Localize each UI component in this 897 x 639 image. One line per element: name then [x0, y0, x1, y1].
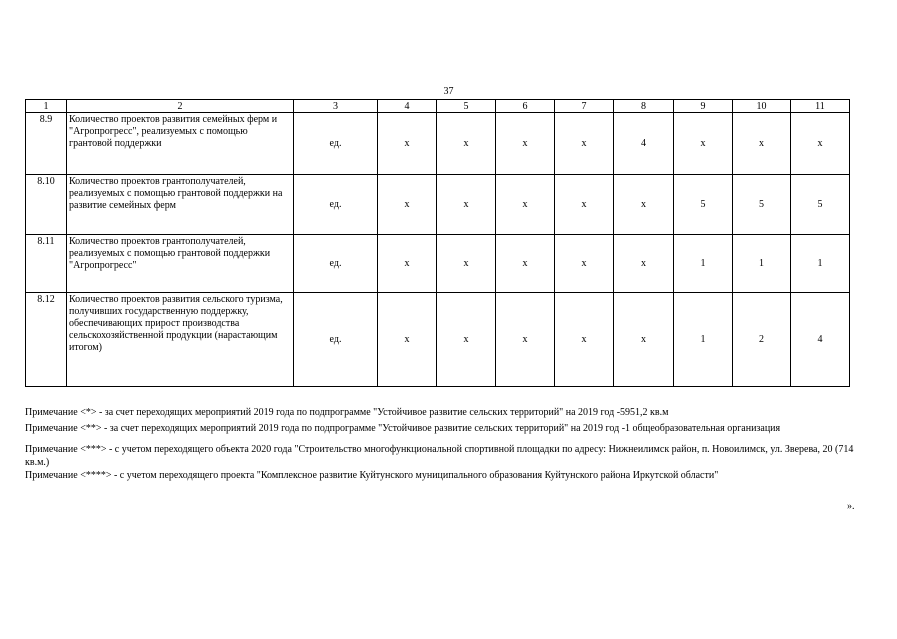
table-row — [26, 293, 850, 387]
header-cell: 9 — [674, 100, 733, 113]
page-number: 37 — [443, 86, 454, 97]
header-cell: 7 — [555, 100, 614, 113]
row-description: Количество проектов грантополучателей, реализуемых с помощью грантовой поддержки на развитие семейных ферм — [67, 175, 294, 235]
closing-quote: ». — [847, 501, 855, 512]
row-unit: ед. — [294, 175, 378, 235]
table-row — [26, 113, 850, 175]
header-cell: 11 — [791, 100, 850, 113]
header-cell: 2 — [67, 100, 294, 113]
row-unit: ед. — [294, 293, 378, 387]
row-description: Количество проектов грантополучателей, реализуемых с помощью грантовой поддержки "Агропрогресс" — [67, 235, 294, 293]
header-cell: 6 — [496, 100, 555, 113]
row-value: х — [496, 235, 555, 293]
header-cell: 3 — [294, 100, 378, 113]
row-description: Количество проектов развития семейных ферм и "Агропрогресс", реализуемых с помощью грантовой поддержки — [67, 113, 294, 175]
row-number: 8.10 — [26, 175, 67, 235]
row-value: х — [614, 293, 674, 387]
row-value: х — [496, 175, 555, 235]
row-number: 8.12 — [26, 293, 67, 387]
row-value: х — [614, 175, 674, 235]
note-1: Примечание <*> - за счет переходящих мероприятий 2019 года по подпрограмме "Устойчивое развитие сельских территорий" на 2019 год -5951,2 кв.м — [25, 407, 669, 418]
header-cell: 1 — [26, 100, 67, 113]
table-header-row — [26, 100, 850, 113]
row-value: х — [437, 293, 496, 387]
row-value: х — [733, 113, 791, 175]
row-value: х — [437, 235, 496, 293]
header-cell: 8 — [614, 100, 674, 113]
row-value: х — [437, 175, 496, 235]
row-value: 4 — [614, 113, 674, 175]
row-value: х — [496, 293, 555, 387]
row-value: 5 — [733, 175, 791, 235]
header-cell: 4 — [378, 100, 437, 113]
row-value: 1 — [674, 235, 733, 293]
row-value: 4 — [791, 293, 850, 387]
note-4: Примечание <****> - с учетом переходящего проекта "Комплексное развитие Куйтунского муниципального образования Куйтунского района Иркутской области" — [25, 470, 719, 481]
row-value: х — [555, 175, 614, 235]
row-number: 8.11 — [26, 235, 67, 293]
row-value: 1 — [791, 235, 850, 293]
row-value: 5 — [791, 175, 850, 235]
row-unit: ед. — [294, 113, 378, 175]
row-value: 1 — [733, 235, 791, 293]
row-description: Количество проектов развития сельского туризма, получивших государственную поддержку, обеспечивающих прирост производства сельскохозяйственной продукции (нарастающим итогом) — [67, 293, 294, 387]
table-row — [26, 235, 850, 293]
row-value: х — [378, 175, 437, 235]
row-value: х — [378, 113, 437, 175]
row-value: х — [555, 235, 614, 293]
indicators-table — [25, 99, 850, 387]
row-value: х — [674, 113, 733, 175]
row-value: 2 — [733, 293, 791, 387]
note-2: Примечание <**> - за счет переходящих мероприятий 2019 года по подпрограмме "Устойчивое развитие сельских территорий" на 2019 год -1 общеобразовательная организация — [25, 423, 781, 434]
row-value: х — [555, 293, 614, 387]
row-unit: ед. — [294, 235, 378, 293]
row-value: х — [378, 235, 437, 293]
notes-section — [25, 406, 865, 482]
header-cell: 5 — [437, 100, 496, 113]
row-number: 8.9 — [26, 113, 67, 175]
row-value: х — [496, 113, 555, 175]
header-cell: 10 — [733, 100, 791, 113]
row-value: х — [555, 113, 614, 175]
row-value: 5 — [674, 175, 733, 235]
row-value: х — [614, 235, 674, 293]
row-value: х — [437, 113, 496, 175]
row-value: х — [378, 293, 437, 387]
row-value: х — [791, 113, 850, 175]
note-3: Примечание <***> - с учетом переходящего объекта 2020 года "Строительство многофункциональной спортивной площадки по адресу: Нижнеилимск район, п. Новоилимск, ул. Зверева, 20 (714 кв.м.) — [25, 444, 854, 468]
table-row — [26, 175, 850, 235]
row-value: 1 — [674, 293, 733, 387]
